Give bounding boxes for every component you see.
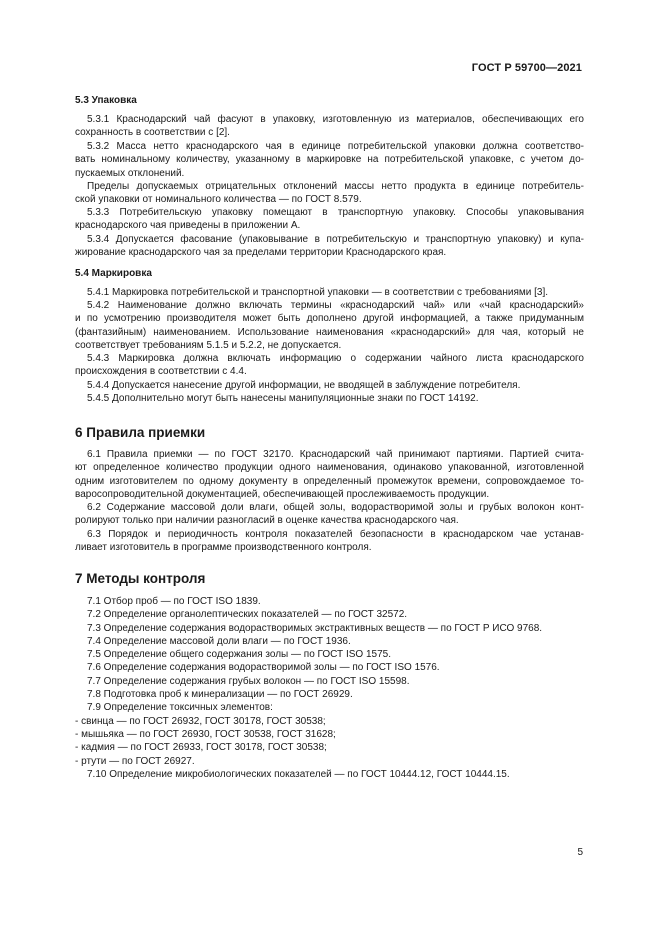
text-line: 6.2 Содержание массовой доли влаги, общей золы, водорастворимой золы и грубых волокон конт- bbox=[87, 502, 584, 513]
list-item: 7.2 Определение органолептических показателей — по ГОСТ 32572. bbox=[87, 609, 408, 621]
list-item: 7.8 Подготовка проб к минерализации — по ГОСТ 26929. bbox=[87, 689, 353, 701]
list-item: 7.6 Определение содержания водорастворимой золы — по ГОСТ ISO 1576. bbox=[87, 662, 440, 674]
para-5-4-1 bbox=[75, 286, 584, 299]
text-line: 5.3.3 Потребительскую упаковку помещают в транспортную упаковку. Способы упаковывания bbox=[87, 207, 584, 218]
para-6-3 bbox=[75, 528, 584, 555]
list-item: - мышьяка — по ГОСТ 26930, ГОСТ 30538, ГОСТ 31628; bbox=[75, 728, 336, 740]
list-item: 7.3 Определение содержания водорастворимых экстрактивных веществ — по ГОСТ Р ИСО 9768. bbox=[87, 622, 543, 634]
text-line: 6.3 Порядок и периодичность контроля показателей безопасности в краснодарском чае устанав- bbox=[87, 529, 584, 540]
list-item: 7.10 Определение микробиологических показателей — по ГОСТ 10444.12, ГОСТ 10444.15. bbox=[87, 768, 510, 780]
para-5-3-1 bbox=[75, 113, 584, 140]
para-6-2 bbox=[75, 501, 584, 528]
para-6-1 bbox=[75, 448, 584, 501]
text-line: 5.3.2 Масса нетто краснодарского чая в единице потребительской упаковки должна соответство- bbox=[87, 141, 584, 152]
list-item: 7.1 Отбор проб — по ГОСТ ISO 1839. bbox=[87, 596, 261, 607]
text-line: жирование краснодарского чая за пределами территории Краснодарского края. bbox=[75, 247, 447, 259]
list-item: - ртути — по ГОСТ 26927. bbox=[75, 755, 195, 767]
text-line: 5.4.5 Дополнительно могут быть нанесены манипуляционные знаки по ГОСТ 14192. bbox=[87, 393, 479, 404]
section-6-heading: 6 Правила приемки bbox=[75, 425, 206, 440]
text-line: 5.4.1 Маркировка потребительской и транспортной упаковки — в соответствии с требованиями [3]. bbox=[87, 287, 549, 298]
para-5-3-2 bbox=[75, 140, 584, 180]
standard-designation: ГОСТ Р 59700—2021 bbox=[471, 62, 582, 74]
list-item: 7.5 Определение общего содержания золы — по ГОСТ ISO 1575. bbox=[87, 649, 391, 661]
text-line: 5.3.1 Краснодарский чай фасуют в упаковку, изготовленную из материалов, обеспечивающих его bbox=[87, 114, 584, 125]
list-item: - кадмия — по ГОСТ 26933, ГОСТ 30178, ГОСТ 30538; bbox=[75, 742, 327, 754]
text-line: вать номинальному количеству, указанному в маркировке на потребительской упаковке, с учетом до- bbox=[75, 154, 584, 166]
text-line: и по усмотрению производителя может быть дополнено другой информацией, а также придуманным bbox=[75, 313, 584, 325]
text-line: варосопроводительной документацией, обеспечивающей прослеживаемость продукции. bbox=[75, 488, 490, 500]
para-5-4-4 bbox=[75, 379, 584, 392]
page-number: 5 bbox=[577, 847, 583, 858]
text-line: ской упаковки от номинального количества — по ГОСТ 8.579. bbox=[75, 194, 362, 206]
text-line: Пределы допускаемых отрицательных отклонений массы нетто продукта в единице потребитель- bbox=[87, 181, 584, 192]
para-5-3-3 bbox=[75, 206, 584, 233]
text-line: пускаемых отклонений. bbox=[75, 167, 185, 179]
list-item: 7.7 Определение содержания грубых волокон — по ГОСТ ISO 15598. bbox=[87, 675, 410, 687]
text-line: 5.4.4 Допускается нанесение другой информации, не вводящей в заблуждение потребителя. bbox=[87, 380, 521, 391]
text-line: ролируют только при наличии разногласий в оценке качества краснодарского чая. bbox=[75, 515, 459, 527]
text-line: 6.1 Правила приемки — по ГОСТ 32170. Краснодарский чай принимают партиями. Партией счита- bbox=[87, 449, 584, 460]
text-line: 5.3.4 Допускается фасование (упаковывание в потребительскую и транспортную упаковку) и купа- bbox=[87, 234, 584, 245]
text-line: сохранность в соответствии с [2]. bbox=[75, 127, 230, 139]
para-5-4-3 bbox=[75, 352, 584, 379]
section-5-3-title: 5.3 Упаковка bbox=[75, 95, 137, 106]
text-line: 5.4.3 Маркировка должна включать информацию о содержании чайного листа краснодарского bbox=[87, 353, 584, 364]
text-line: ливает изготовитель в программе производственного контроля. bbox=[75, 542, 372, 554]
list-item: 7.4 Определение массовой доли влаги — по ГОСТ 1936. bbox=[87, 635, 351, 647]
text-line: ют определенное количество продукции одного наименования, одинаково упакованной, изготовленной bbox=[75, 462, 584, 474]
text-line: одним изготовителем по одному документу в определенный промежуток времени, сопровождаемое то- bbox=[75, 475, 584, 487]
section-5-4-title: 5.4 Маркировка bbox=[75, 268, 152, 279]
text-line: соответствует требованиям 5.1.5 и 5.2.2, не допускается. bbox=[75, 339, 342, 351]
list-item: 7.9 Определение токсичных элементов: bbox=[87, 702, 273, 714]
para-5-4-2 bbox=[75, 299, 584, 352]
para-5-4-5 bbox=[75, 392, 584, 405]
text-line: краснодарского чая приведены в приложении А. bbox=[75, 220, 301, 232]
para-5-3-4 bbox=[75, 233, 584, 260]
text-line: (фантазийным) наименованием. Использование наименования «краснодарский» для чая, который не bbox=[75, 326, 584, 338]
text-line: 5.4.2 Наименование должно включать термины «краснодарский чай» или «чай краснодарский» bbox=[87, 300, 584, 311]
methods-list bbox=[75, 595, 584, 781]
para-5-3-2-limits bbox=[75, 180, 584, 207]
section-7-heading: 7 Методы контроля bbox=[75, 571, 206, 586]
list-item: - свинца — по ГОСТ 26932, ГОСТ 30178, ГОСТ 30538; bbox=[75, 715, 326, 727]
text-line: происхождения в соответствии с 4.4. bbox=[75, 366, 247, 378]
